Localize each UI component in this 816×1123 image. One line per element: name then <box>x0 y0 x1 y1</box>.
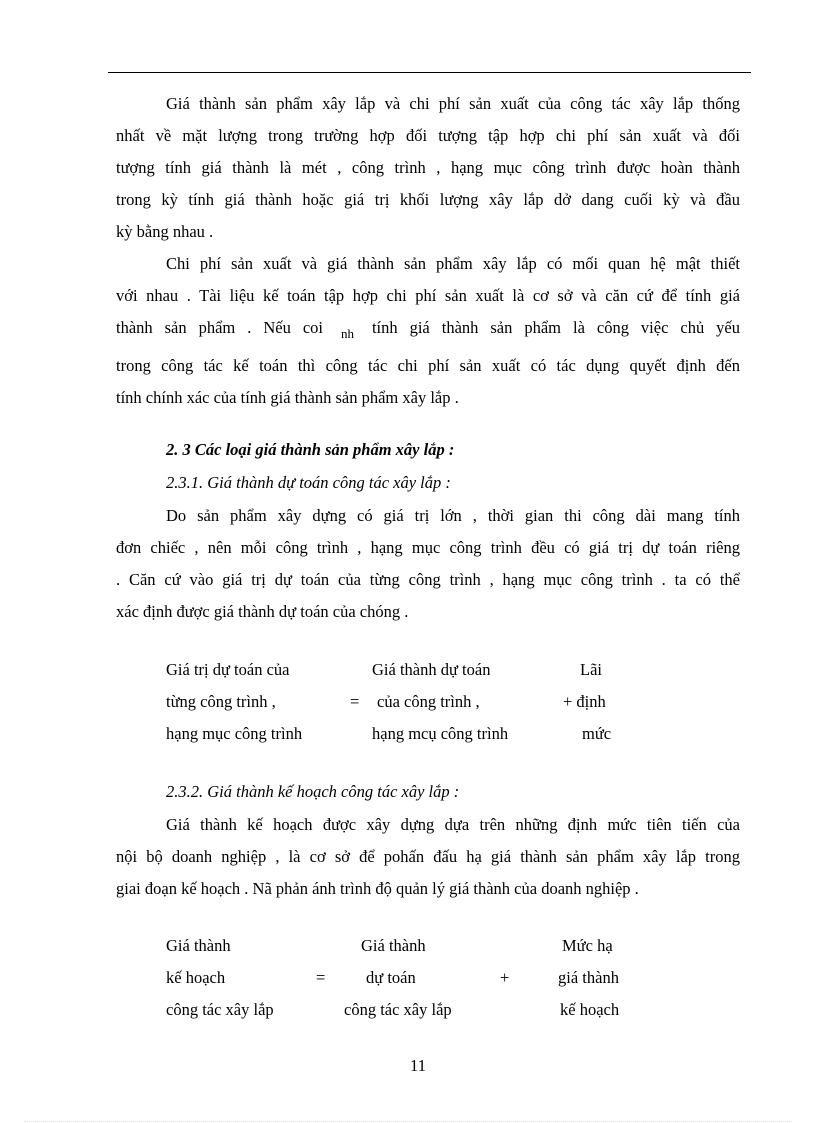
formula-2-equals: = <box>316 968 326 987</box>
formula-2-left-line: kế hoạch <box>166 968 226 987</box>
paragraph-line: tính chính xác của tính giá thành sản phẩm xây lắp . <box>116 388 459 407</box>
formula-1-right-top: Lãi <box>580 660 602 679</box>
subsection-heading-2: 2.3.2. Giá thành kế hoạch công tác xây lắp : <box>166 782 460 801</box>
formula-2-right-line: giá thành <box>558 968 619 987</box>
formula-2-middle-line: công tác xây lắp <box>344 1000 452 1019</box>
paragraph-line-with-subscript <box>116 312 740 350</box>
paragraph-line: kỳ bằng nhau . <box>116 222 214 241</box>
page-number: 11 <box>409 1056 427 1075</box>
paragraph-line: Giá thành kế hoạch được xây dựng dựa trên những định mức tiên tiến của <box>166 815 740 834</box>
paragraph-line: nội bộ doanh nghiệp , là cơ sở để pohấn đấu hạ giá thành sản phẩm xây lắp trong <box>116 847 740 866</box>
formula-1-right-bottom: mức <box>582 724 612 743</box>
subsection-heading-1: 2.3.1. Giá thành dự toán công tác xây lắp : <box>166 473 451 492</box>
paragraph-1 <box>116 88 740 248</box>
formula-1-left-line: Giá trị dự toán của <box>166 660 290 679</box>
formula-2-middle-line: Giá thành <box>361 936 426 955</box>
formula-2-left-line: Giá thành <box>166 936 231 955</box>
footer-divider <box>24 1121 792 1122</box>
paragraph-line: xác định được giá thành dự toán của chóng . <box>116 602 409 621</box>
paragraph-line: đơn chiếc , nên mỗi công trình , hạng mục công trình đều có giá trị dự toán riêng <box>116 538 740 557</box>
formula-1-left-line: từng công trình , <box>166 692 276 711</box>
section-heading: 2. 3 Các loại giá thành sản phẩm xây lắp : <box>166 440 455 459</box>
paragraph-2 <box>116 248 740 414</box>
paragraph-line: tượng tính giá thành là mét , công trình , hạng mục công trình được hoàn thành <box>116 158 740 177</box>
line-text-before: thành sản phẩm . Nếu coi <box>116 318 323 337</box>
formula-2-right-line: kế hoạch <box>560 1000 620 1019</box>
formula-1-left-line: hạng mục công trình <box>166 724 303 743</box>
paragraph-line: nhất về mặt lượng trong trường hợp đối tượng tập hợp chi phí sản xuất và đối <box>116 126 740 145</box>
formula-2-middle-line: dự toán <box>366 968 416 987</box>
formula-1-middle-line: Giá thành dự toán <box>372 660 491 679</box>
paragraph-4 <box>116 809 740 905</box>
paragraph-line: trong công tác kế toán thì công tác chi phí sản xuất có tác dụng quyết định đến <box>116 356 740 375</box>
formula-2-plus: + <box>500 968 510 987</box>
paragraph-line: Do sản phẩm xây dựng có giá trị lớn , thời gian thi công dài mang tính <box>166 506 740 525</box>
formula-1-middle-line: của công trình , <box>377 692 480 711</box>
formula-1-plus-term: + định <box>563 692 606 711</box>
paragraph-line: Giá thành sản phẩm xây lắp và chi phí sản xuất của công tác xây lắp thống <box>166 94 740 113</box>
paragraph-3 <box>116 500 740 628</box>
formula-2-left-line: công tác xây lắp <box>166 1000 274 1019</box>
subscript-fragment: nh <box>340 326 354 341</box>
formula-2-right-line: Mức hạ <box>562 936 613 955</box>
formula-1-equals: = <box>350 692 360 711</box>
header-rule <box>108 72 751 73</box>
paragraph-line: . Căn cứ vào giá trị dự toán của từng công trình , hạng mục công trình . ta có thể <box>116 570 740 589</box>
paragraph-line: với nhau . Tài liệu kế toán tập hợp chi phí sản xuất là cơ sở và căn cứ để tính giá <box>116 286 740 305</box>
paragraph-line: trong kỳ tính giá thành hoặc giá trị khối lượng xây lắp dở dang cuối kỳ và đầu <box>116 190 740 209</box>
paragraph-line: giai đoạn kế hoạch . Nã phản ánh trình độ quản lý giá thành của doanh nghiệp . <box>116 879 639 898</box>
line-text-after: tính giá thành sản phẩm là công việc chủ yếu <box>371 318 741 337</box>
paragraph-line: Chi phí sản xuất và giá thành sản phẩm xây lắp có mối quan hệ mật thiết <box>166 254 740 273</box>
formula-1-middle-line: hạng mcụ công trình <box>372 724 509 743</box>
